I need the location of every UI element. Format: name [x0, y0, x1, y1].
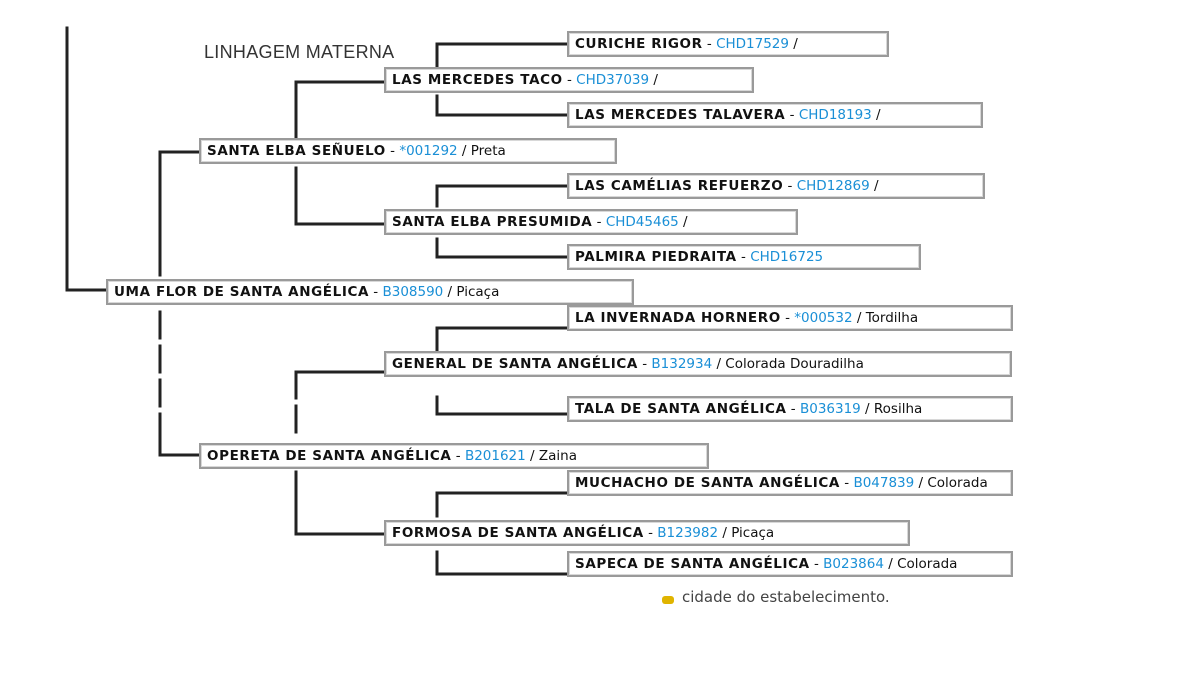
registration-link[interactable]: CHD45465: [605, 214, 679, 230]
node-name: FORMOSA DE SANTA ANGÉLICA: [392, 525, 644, 541]
registration-link[interactable]: B036319: [799, 401, 861, 417]
registration-link[interactable]: B308590: [382, 284, 444, 300]
registration-link[interactable]: B047839: [853, 475, 915, 491]
node-coat: /: [871, 107, 881, 123]
node-coat: / Zaina: [525, 448, 577, 464]
footnote-bullet-icon: [662, 596, 674, 604]
node-coat: / Colorada Douradilha: [712, 356, 864, 372]
node-name: UMA FLOR DE SANTA ANGÉLICA: [114, 284, 369, 300]
node-opereta[interactable]: OPERETA DE SANTA ANGÉLICA - B201621 / Zaina: [199, 443, 709, 469]
registration-link[interactable]: CHD18193: [798, 107, 872, 123]
registration-link[interactable]: *001292: [399, 143, 458, 159]
node-santa-elba-presumida[interactable]: SANTA ELBA PRESUMIDA - CHD45465 /: [384, 209, 798, 235]
node-coat: /: [678, 214, 688, 230]
connector-muchacho: [437, 493, 566, 516]
node-name: OPERETA DE SANTA ANGÉLICA: [207, 448, 452, 464]
node-name: SAPECA DE SANTA ANGÉLICA: [575, 556, 810, 572]
registration-link[interactable]: B123982: [657, 525, 719, 541]
node-name: MUCHACHO DE SANTA ANGÉLICA: [575, 475, 840, 491]
connector-palmira: [437, 239, 566, 257]
node-name: CURICHE RIGOR: [575, 36, 703, 52]
connector-general: [296, 372, 383, 440]
node-senuelo[interactable]: SANTA ELBA SEÑUELO - *001292 / Preta: [199, 138, 617, 164]
connector-formosa: [296, 472, 383, 534]
registration-link[interactable]: CHD17529: [716, 36, 789, 52]
node-name: PALMIRA PIEDRAITA: [575, 249, 737, 265]
node-palmira-piedraita[interactable]: PALMIRA PIEDRAITA - CHD16725: [567, 244, 921, 270]
node-name: GENERAL DE SANTA ANGÉLICA: [392, 356, 638, 372]
connector-curiche: [437, 44, 566, 66]
connector-talavera: [437, 96, 566, 115]
node-name: LA INVERNADA HORNERO: [575, 310, 781, 326]
registration-link[interactable]: CHD16725: [750, 249, 824, 265]
node-coat: / Picaça: [718, 525, 775, 541]
node-name: LAS MERCEDES TALAVERA: [575, 107, 786, 123]
node-tala[interactable]: TALA DE SANTA ANGÉLICA - B036319 / Rosilha: [567, 396, 1013, 422]
footnote-text: cidade do estabelecimento.: [682, 588, 890, 606]
node-las-mercedes-taco[interactable]: LAS MERCEDES TACO - CHD37039 /: [384, 67, 754, 93]
node-general[interactable]: GENERAL DE SANTA ANGÉLICA - B132934 / Colorada Douradilha: [384, 351, 1012, 377]
node-coat: / Preta: [457, 143, 506, 159]
node-coat: / Tordilha: [852, 310, 919, 326]
node-coat: /: [788, 36, 798, 52]
connector-hornero: [437, 328, 566, 350]
connector-presumida: [296, 168, 383, 224]
connector-sapeca: [437, 552, 566, 574]
node-uma-flor[interactable]: UMA FLOR DE SANTA ANGÉLICA - B308590 / Picaça: [106, 279, 634, 305]
registration-link[interactable]: CHD12869: [796, 178, 870, 194]
node-coat: / Picaça: [443, 284, 500, 300]
registration-link[interactable]: B201621: [464, 448, 526, 464]
connector-tala: [437, 397, 566, 414]
connector-refuerzo: [437, 186, 566, 206]
node-name: LAS MERCEDES TACO: [392, 72, 563, 88]
registration-link[interactable]: B023864: [823, 556, 884, 572]
node-name: LAS CAMÉLIAS REFUERZO: [575, 178, 784, 194]
node-coat: /: [869, 178, 879, 194]
connector-root: [67, 28, 105, 290]
connector-opereta: [160, 312, 198, 455]
registration-link[interactable]: CHD37039: [576, 72, 650, 88]
node-las-mercedes-talavera[interactable]: LAS MERCEDES TALAVERA - CHD18193 /: [567, 102, 983, 128]
node-curiche-rigor[interactable]: CURICHE RIGOR - CHD17529 /: [567, 31, 889, 57]
node-sapeca[interactable]: SAPECA DE SANTA ANGÉLICA - B023864 / Colorada: [567, 551, 1013, 577]
node-formosa[interactable]: FORMOSA DE SANTA ANGÉLICA - B123982 / Picaça: [384, 520, 910, 546]
node-name: TALA DE SANTA ANGÉLICA: [575, 401, 787, 417]
node-coat: /: [649, 72, 658, 88]
node-la-invernada-hornero[interactable]: LA INVERNADA HORNERO - *000532 / Tordilha: [567, 305, 1013, 331]
node-coat: / Colorada: [914, 475, 988, 491]
connector-senuelo: [160, 152, 198, 275]
node-las-camelias-refuerzo[interactable]: LAS CAMÉLIAS REFUERZO - CHD12869 /: [567, 173, 985, 199]
node-name: SANTA ELBA SEÑUELO: [207, 143, 386, 159]
registration-link[interactable]: B132934: [651, 356, 713, 372]
node-coat: / Colorada: [883, 556, 958, 572]
node-coat: / Rosilha: [860, 401, 923, 417]
node-name: SANTA ELBA PRESUMIDA: [392, 214, 593, 230]
registration-link[interactable]: *000532: [794, 310, 853, 326]
node-muchacho[interactable]: MUCHACHO DE SANTA ANGÉLICA - B047839 / Colorada: [567, 470, 1013, 496]
lineage-label: LINHAGEM MATERNA: [204, 42, 395, 62]
